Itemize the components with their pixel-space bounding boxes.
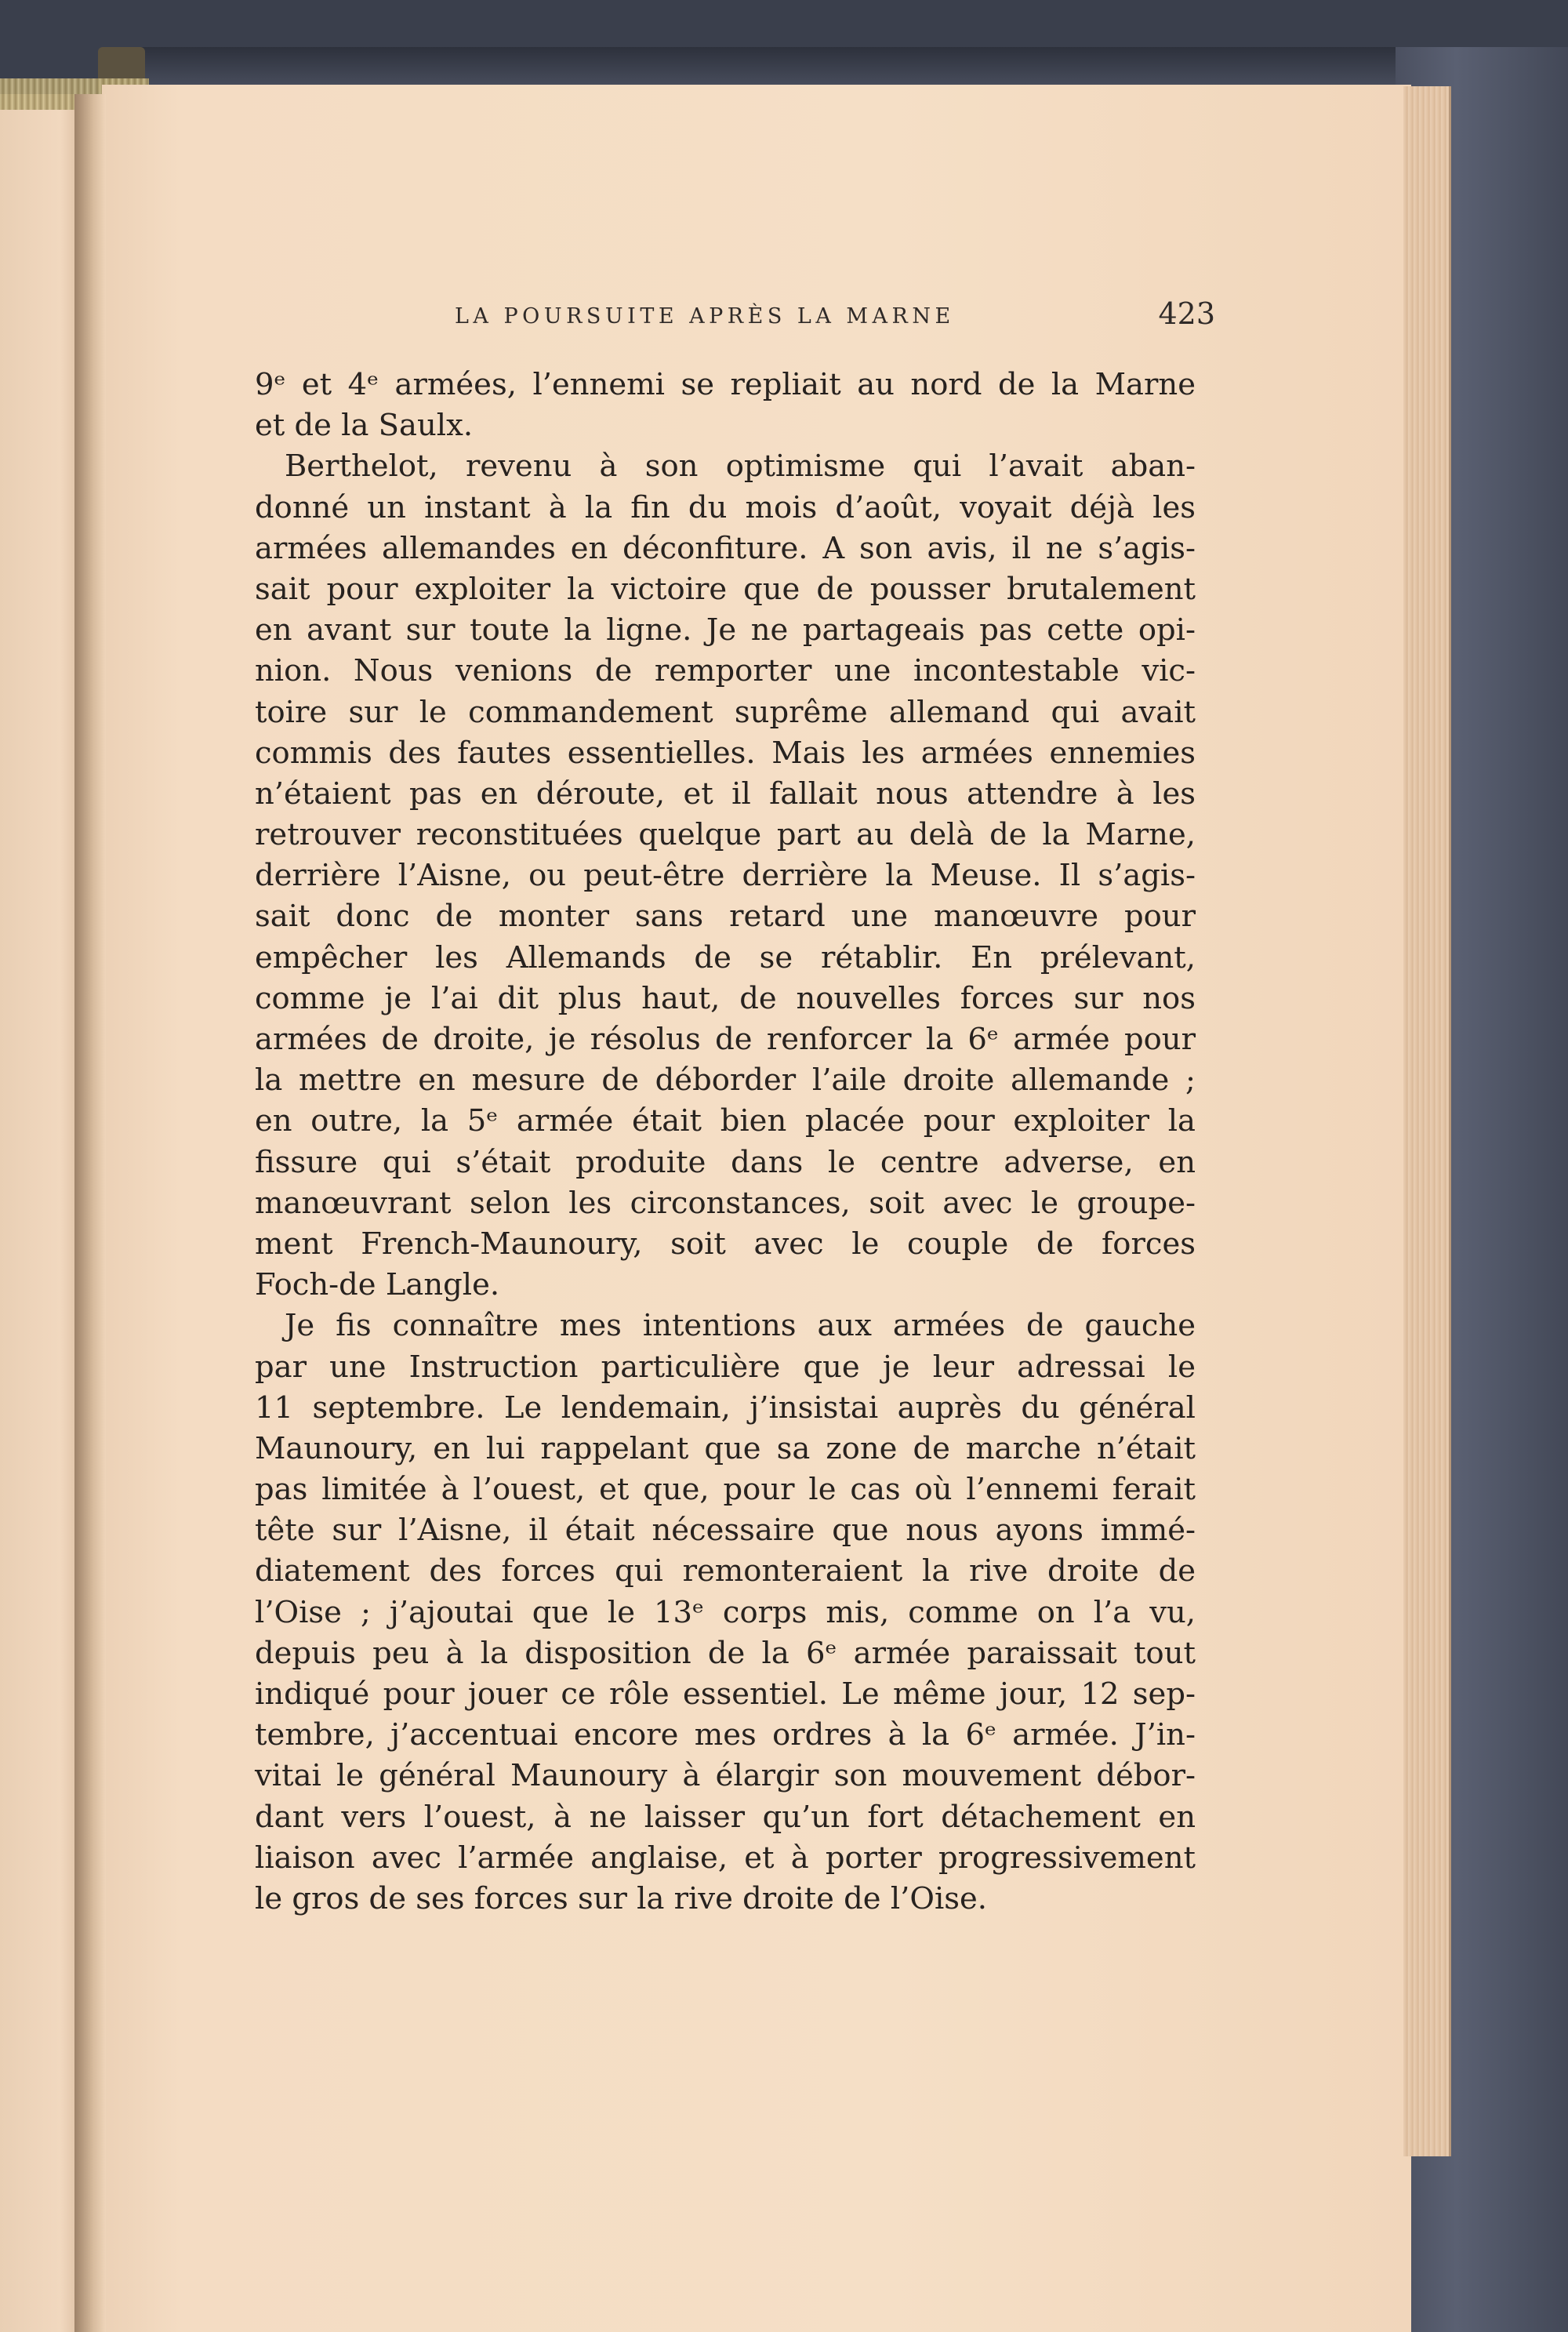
text-line: sait pour exploiter la victoire que de pousser brutalement	[255, 571, 1196, 607]
text-line: Je fis connaître mes intentions aux armées de gauche	[285, 1308, 1196, 1344]
text-line: manœuvrant selon les circonstances, soit avec le groupe-	[255, 1185, 1196, 1221]
text-line: vitai le général Maunoury à élargir son mouvement débor-	[255, 1758, 1196, 1794]
text-line: dant vers l’ouest, à ne laisser qu’un fort détachement en	[255, 1799, 1196, 1835]
text-line: par une Instruction particulière que je leur adressai le	[255, 1349, 1196, 1385]
text-line: comme je l’ai dit plus haut, de nouvelles forces sur nos	[255, 980, 1196, 1016]
text-line: commis des fautes essentielles. Mais les armées ennemies	[255, 735, 1196, 771]
text-line: donné un instant à la fin du mois d’août, voyait déjà les	[255, 489, 1196, 525]
text-line: 9ᵉ et 4ᵉ armées, l’ennemi se repliait au nord de la Marne	[255, 367, 1196, 402]
page-stack-edge	[1403, 86, 1451, 2156]
facing-page-edge	[0, 94, 86, 2332]
text-line: en outre, la 5ᵉ armée était bien placée pour exploiter la	[255, 1103, 1196, 1139]
page-gutter-shadow	[74, 94, 106, 2332]
text-line: Maunoury, en lui rappelant que sa zone de marche n’était	[255, 1430, 1196, 1466]
text-line: retrouver reconstituées quelque part au delà de la Marne,	[255, 817, 1196, 853]
text-line: 11 septembre. Le lendemain, j’insistai auprès du général	[255, 1389, 1196, 1426]
text-line: derrière l’Aisne, ou peut-être derrière la Meuse. Il s’agis-	[255, 858, 1196, 894]
text-line: n’étaient pas en déroute, et il fallait nous attendre à les	[255, 776, 1196, 812]
text-line: empêcher les Allemands de se rétablir. En prélevant,	[255, 939, 1196, 975]
text-line: Foch-de Langle.	[255, 1267, 500, 1303]
text-line: la mettre en mesure de déborder l’aile droite allemande ;	[255, 1062, 1196, 1099]
text-line: armées allemandes en déconfiture. A son avis, il ne s’agis-	[255, 530, 1196, 566]
text-line: pas limitée à l’ouest, et que, pour le cas où l’ennemi ferait	[255, 1472, 1196, 1508]
text-line: fissure qui s’était produite dans le centre adverse, en	[255, 1144, 1196, 1180]
text-line: toire sur le commandement suprême allemand qui avait	[255, 694, 1196, 730]
text-line: liaison avec l’armée anglaise, et à porter progressivement	[255, 1840, 1196, 1876]
text-line: en avant sur toute la ligne. Je ne partageais pas cette opi-	[255, 612, 1196, 648]
text-line: armées de droite, je résolus de renforcer la 6ᵉ armée pour	[255, 1022, 1196, 1057]
text-line: diatement des forces qui remonteraient la rive droite de	[255, 1553, 1196, 1589]
text-line: nion. Nous venions de remporter une incontestable vic-	[255, 653, 1196, 689]
text-line: et de la Saulx.	[255, 408, 474, 444]
text-line: Berthelot, revenu à son optimisme qui l’avait aban-	[285, 449, 1196, 485]
text-line: sait donc de monter sans retard une manœuvre pour	[255, 899, 1196, 935]
page-number: 423	[1158, 296, 1215, 331]
text-line: le gros de ses forces sur la rive droite de l’Oise.	[255, 1880, 988, 1916]
text-line: ment French-Maunoury, soit avec le couple de forces	[255, 1226, 1196, 1262]
text-line: indiqué pour jouer ce rôle essentiel. Le même jour, 12 sep-	[255, 1676, 1196, 1712]
text-line: l’Oise ; j’ajoutai que le 13ᵉ corps mis, comme on l’a vu,	[255, 1594, 1196, 1630]
text-line: tembre, j’accentuai encore mes ordres à la 6ᵉ armée. J’in-	[255, 1717, 1196, 1753]
text-line: tête sur l’Aisne, il était nécessaire que nous ayons immé-	[255, 1513, 1196, 1549]
body-text	[255, 365, 1196, 1920]
running-head: LA POURSUITE APRÈS LA MARNE	[455, 304, 955, 329]
text-line: depuis peu à la disposition de la 6ᵉ armée paraissait tout	[255, 1635, 1196, 1671]
